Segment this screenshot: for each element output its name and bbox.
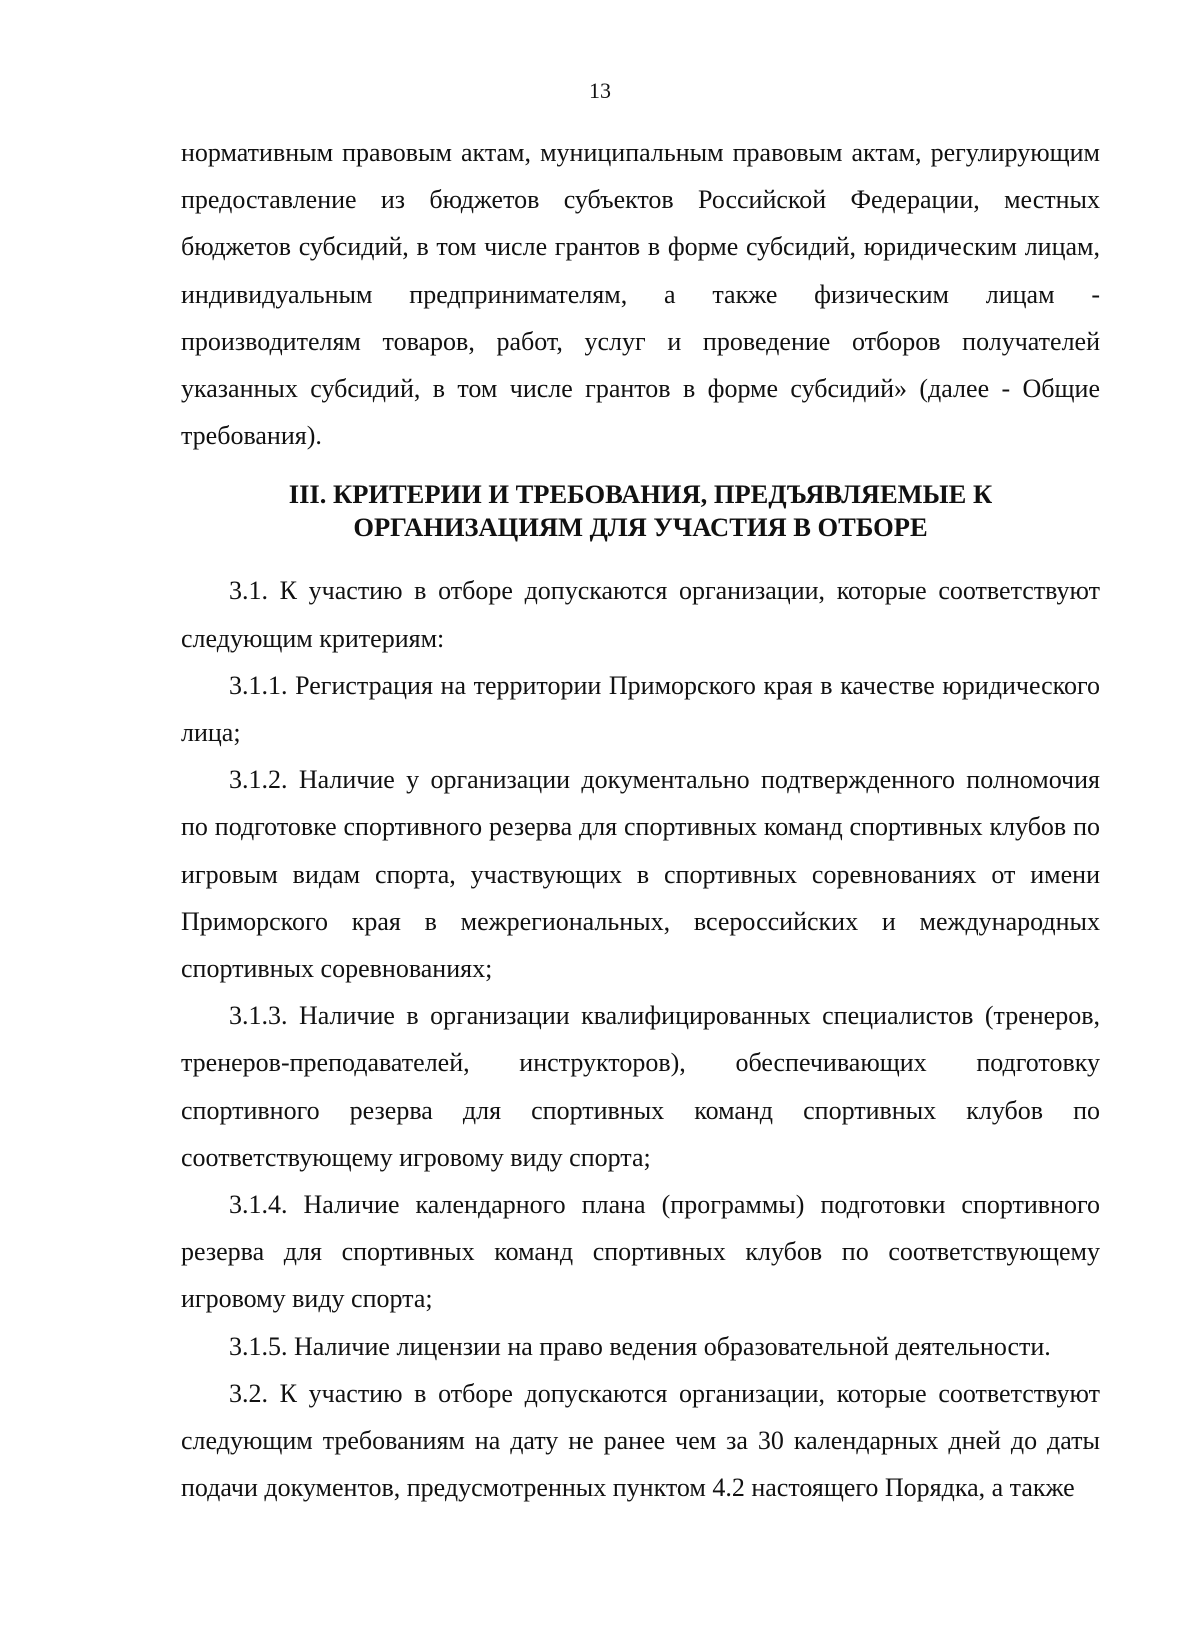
paragraph-3-2: 3.2. К участию в отборе допускаются организации, которые соответствуют следующим требованиям на дату не ранее чем за 30 календарных дней до даты подачи документов, предусмотренных пунктом 4.2 настоящего Порядка, а также [181, 1378, 1100, 1503]
section-heading [181, 478, 1100, 544]
document-body [181, 129, 1100, 1511]
paragraph-3-1-2: 3.1.2. Наличие у организации документально подтвержденного полномочия по подготовке спортивного резерва для спортивных команд спортивных клубов по игровым видам спорта, участвующих в спортивных соревнованиях от имени Приморского края в межрегиональных, всероссийских и международных спортивных соревнованиях; [181, 765, 1100, 984]
paragraph-3-1-5: 3.1.5. Наличие лицензии на право ведения образовательной деятельности. [229, 1331, 1051, 1361]
paragraph-3-1-1: 3.1.1. Регистрация на территории Приморского края в качестве юридического лица; [181, 670, 1100, 748]
section-heading-line-1: III. КРИТЕРИИ И ТРЕБОВАНИЯ, ПРЕДЪЯВЛЯЕМЫЕ К [288, 479, 993, 510]
paragraph-3-1-3: 3.1.3. Наличие в организации квалифицированных специалистов (тренеров, тренеров-преподавателей, инструкторов), обеспечивающих подготовку спортивного резерва для спортивных команд спортивных клубов по соответствующему игровому виду спорта; [181, 1001, 1100, 1172]
paragraph-3-1: 3.1. К участию в отборе допускаются организации, которые соответствуют следующим критериям: [181, 576, 1100, 653]
page-number: 13 [589, 78, 611, 103]
paragraph-3-1-4: 3.1.4. Наличие календарного плана (программы) подготовки спортивного резерва для спортивных команд спортивных клубов по соответствующему игровому виду спорта; [181, 1190, 1100, 1314]
section-heading-line-2: ОРГАНИЗАЦИЯМ ДЛЯ УЧАСТИЯ В ОТБОРЕ [353, 512, 928, 543]
paragraph-continuation: нормативным правовым актам, муниципальным правовым актам, регулирующим предоставление из бюджетов субъектов Российской Федерации, местных бюджетов субсидий, в том числе грантов в форме субсидий, юридическим лицам, индивидуальным предпринимателям, а также физическим лицам - производителям товаров, работ, услуг и проведение отборов получателей указанных субсидий, в том числе грантов в форме субсидий» (далее - Общие требования). [181, 138, 1100, 451]
